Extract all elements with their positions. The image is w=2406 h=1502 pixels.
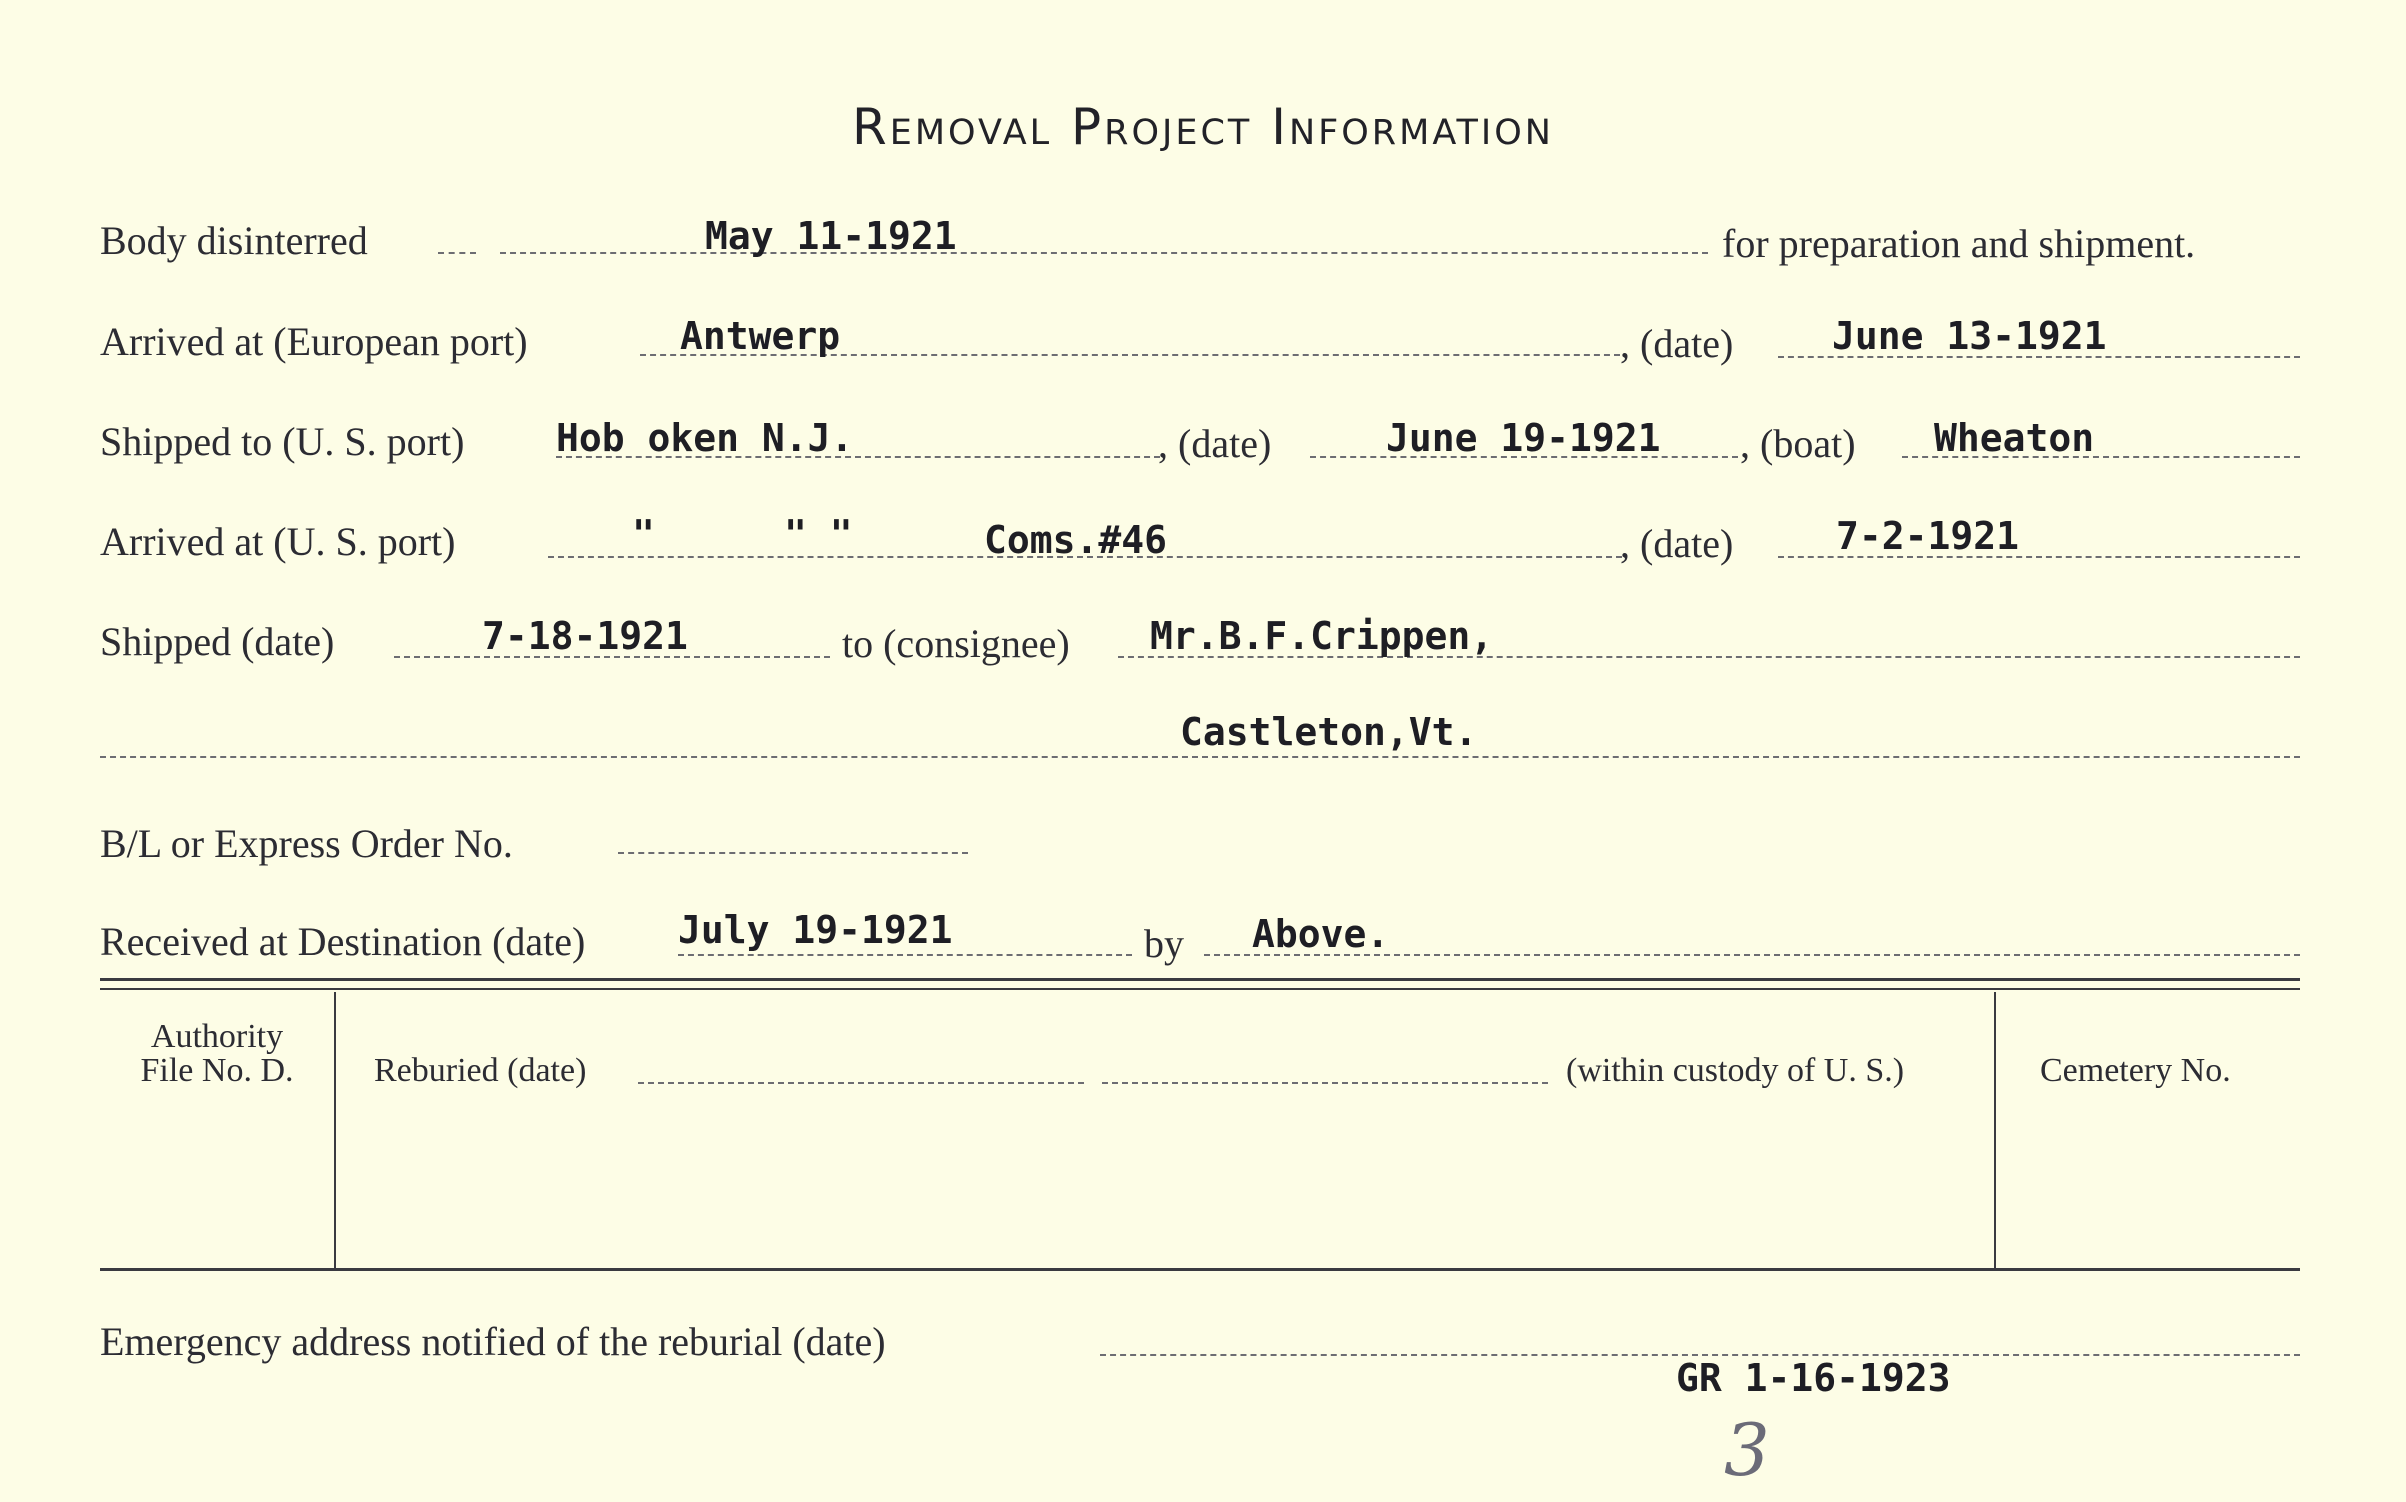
authority-line2: File No. D. <box>140 1052 294 1089</box>
arrived-us-date: 7-2-1921 <box>1836 514 2020 558</box>
shipped-us-port: Hob oken N.J. <box>556 416 854 460</box>
table-divider-left <box>334 992 336 1268</box>
arrived-us-date-label: , (date) <box>1620 521 1734 566</box>
cemetery-label: Cemetery No. <box>2040 1052 2231 1089</box>
bl-order-label: B/L or Express Order No. <box>100 821 513 866</box>
dotted-line <box>100 756 2300 758</box>
disinterred-label: Body disinterred <box>100 218 368 263</box>
received-by-label: by <box>1144 921 1184 966</box>
shipped-us-date: June 19-1921 <box>1386 416 1661 460</box>
received-date: July 19-1921 <box>678 908 953 952</box>
received-label: Received at Destination (date) <box>100 919 586 964</box>
shipped-us-date-label: , (date) <box>1158 421 1272 466</box>
authority-label <box>100 1020 334 1088</box>
dotted-line <box>638 1082 1084 1084</box>
disinterred-suffix: for preparation and shipment. <box>1722 221 2196 266</box>
dotted-line <box>556 456 1160 458</box>
arrived-european-port: Antwerp <box>680 314 841 358</box>
arrived-european-date-label: , (date) <box>1620 321 1734 366</box>
card-title <box>0 98 2406 156</box>
dotted-line <box>1102 1082 1548 1084</box>
consignee-address: Castleton,Vt. <box>1180 710 1478 754</box>
disinterred-date: May 11-1921 <box>705 214 957 258</box>
dotted-line <box>618 852 968 854</box>
table-divider-right <box>1994 992 1996 1268</box>
dotted-line <box>678 954 1132 956</box>
authority-line1: Authority <box>150 1018 284 1055</box>
arrived-us-ditto: " " <box>784 512 853 556</box>
dotted-line <box>500 252 1708 254</box>
arrived-us-label: Arrived at (U. S. port) <box>100 519 456 564</box>
handwritten-mark: 3 <box>1724 1408 1770 1492</box>
arrived-european-label: Arrived at (European port) <box>100 319 528 364</box>
arrived-us-ditto: " <box>632 512 655 556</box>
emergency-stamp: GR 1-16-1923 <box>1676 1356 1951 1400</box>
dotted-line <box>438 252 476 254</box>
shipped-us-label: Shipped to (U. S. port) <box>100 419 465 464</box>
received-by: Above. <box>1252 912 1390 956</box>
double-rule-top <box>100 978 2300 981</box>
reburied-label: Reburied (date) <box>374 1052 587 1089</box>
arrived-us-vessel: Coms.#46 <box>984 518 1168 562</box>
shipped-date: 7-18-1921 <box>482 614 688 658</box>
title-text: Removal Project Information <box>852 98 1554 156</box>
consignee-label: to (consignee) <box>842 621 1070 666</box>
shipped-us-boat: Wheaton <box>1934 416 2095 460</box>
consignee-name: Mr.B.F.Crippen, <box>1150 614 1494 658</box>
emergency-label: Emergency address notified of the reburial (date) <box>100 1319 886 1364</box>
custody-label: (within custody of U. S.) <box>1566 1052 1905 1089</box>
double-rule-bottom <box>100 988 2300 990</box>
shipped-label: Shipped (date) <box>100 619 335 664</box>
arrived-european-date: June 13-1921 <box>1832 314 2107 358</box>
table-bottom-rule <box>100 1268 2300 1271</box>
shipped-us-boat-label: , (boat) <box>1740 421 1856 466</box>
